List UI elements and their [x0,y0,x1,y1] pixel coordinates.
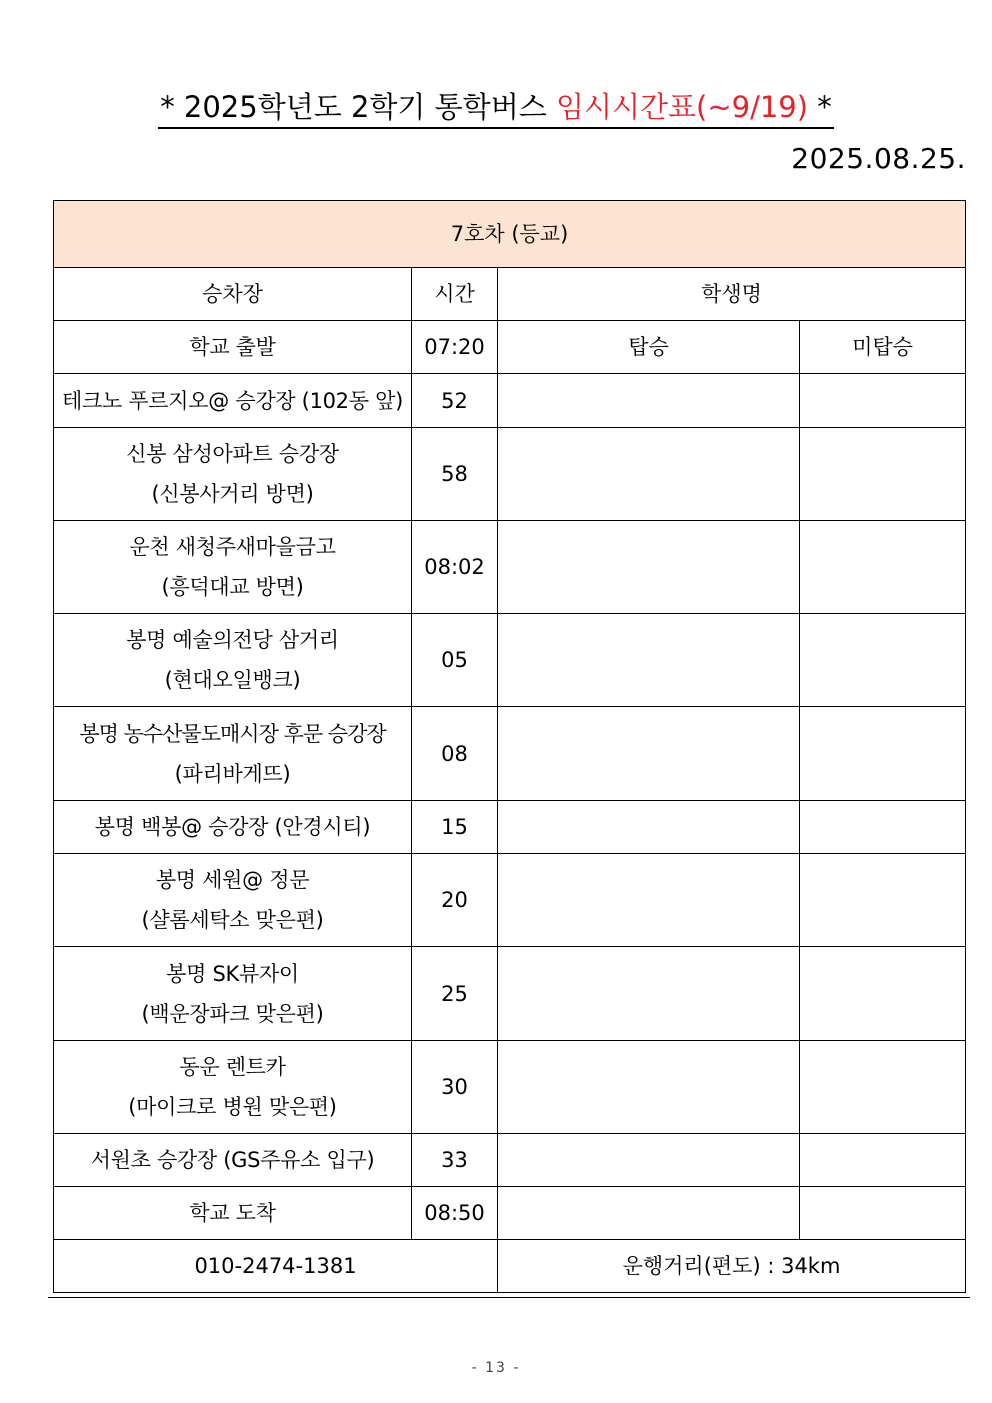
table-row [54,614,966,707]
footer-row [54,1240,966,1293]
stop-time: 08:02 [412,521,498,614]
boarded-cell[interactable] [498,1041,800,1134]
boarded-cell[interactable] [498,1134,800,1187]
stop-time: 08 [412,707,498,801]
contact-phone: 010-2474-1381 [54,1240,498,1293]
stop-time: 07:20 [412,321,498,374]
stop-name-line2: (백운장파크 맞은편) [141,1001,324,1026]
stop-name-line2: (현대오일뱅크) [164,668,301,692]
boarded-cell[interactable] [498,614,800,707]
table-row [54,1134,966,1187]
stop-name [54,947,412,1041]
not-boarded-cell[interactable] [800,947,966,1041]
stop-name: 테크노 푸르지오@ 승강장 (102동 앞) [54,374,412,428]
document-title [0,88,992,129]
stop-time: 58 [412,428,498,521]
not-boarded-cell[interactable] [800,428,966,521]
not-boarded-cell[interactable] [800,1187,966,1240]
bus-header: 7호차 (등교) [54,201,966,268]
table-row [54,1041,966,1134]
not-boarded-cell[interactable] [800,374,966,428]
stop-name-line2: (신봉사거리 방면) [151,482,314,506]
page-number: - 13 - [471,1360,521,1376]
stop-name [54,1041,412,1134]
stop-time: 05 [412,614,498,707]
stop-time: 33 [412,1134,498,1187]
title-highlight: 임시시간표(~9/19) [555,90,809,124]
table-row [54,854,966,947]
title-suffix: * [808,90,832,124]
stop-name-line1: 봉명 농수산물도매시장 후문 승강장 [79,721,386,746]
column-header-boarded: 탑승 [498,321,800,374]
boarded-cell[interactable] [498,854,800,947]
boarded-cell[interactable] [498,801,800,854]
not-boarded-cell[interactable] [800,521,966,614]
table-row [54,374,966,428]
boarded-cell[interactable] [498,1187,800,1240]
stop-time: 25 [412,947,498,1041]
stop-name-line2: (마이크로 병원 맞은편) [128,1095,337,1119]
bottom-divider [48,1297,970,1298]
stop-name-line2: (파리바게뜨) [174,761,291,786]
boarded-cell[interactable] [498,707,800,801]
stop-name [54,428,412,521]
stop-name [54,854,412,947]
title-prefix: * 2025학년도 2학기 통학버스 [160,90,556,124]
column-header-not-boarded: 미탑승 [800,321,966,374]
document-date: 2025.08.25. [791,142,966,175]
stop-name: 서원초 승강장 (GS주유소 입구) [54,1134,412,1187]
not-boarded-cell[interactable] [800,1041,966,1134]
table-row [54,321,966,374]
column-header-stop: 승차장 [54,268,412,321]
table-row [54,521,966,614]
stop-name-line1: 봉명 SK뷰자이 [166,961,299,986]
stop-name: 학교 출발 [54,321,412,374]
table-row [54,801,966,854]
table-row [54,1187,966,1240]
boarded-cell[interactable] [498,374,800,428]
route-distance: 운행거리(편도) : 34km [498,1240,966,1293]
boarded-cell[interactable] [498,947,800,1041]
not-boarded-cell[interactable] [800,1134,966,1187]
table-row [54,947,966,1041]
stop-time: 08:50 [412,1187,498,1240]
table-row [54,707,966,801]
stop-name [54,707,412,801]
boarded-cell[interactable] [498,428,800,521]
stop-time: 20 [412,854,498,947]
stop-time: 15 [412,801,498,854]
stop-name-line1: 봉명 세원@ 정문 [155,868,310,892]
not-boarded-cell[interactable] [800,614,966,707]
column-header-time: 시간 [412,268,498,321]
stop-time: 52 [412,374,498,428]
stop-name-line1: 신봉 삼성아파트 승강장 [126,442,339,466]
column-header-students: 학생명 [498,268,966,321]
stop-name-line1: 운천 새청주새마을금고 [129,535,336,559]
schedule-table [53,200,966,1293]
stop-name [54,614,412,707]
stop-name [54,521,412,614]
table-row [54,428,966,521]
stop-name-line1: 봉명 예술의전당 삼거리 [126,628,339,652]
not-boarded-cell[interactable] [800,854,966,947]
boarded-cell[interactable] [498,521,800,614]
stop-name: 학교 도착 [54,1187,412,1240]
stop-name-line2: (흥덕대교 방면) [161,575,304,599]
stop-time: 30 [412,1041,498,1134]
stop-name: 봉명 백봉@ 승강장 (안경시티) [54,801,412,854]
stop-name-line1: 동운 렌트카 [179,1055,286,1079]
not-boarded-cell[interactable] [800,707,966,801]
not-boarded-cell[interactable] [800,801,966,854]
stop-name-line2: (샬롬세탁소 맞은편) [141,908,324,932]
